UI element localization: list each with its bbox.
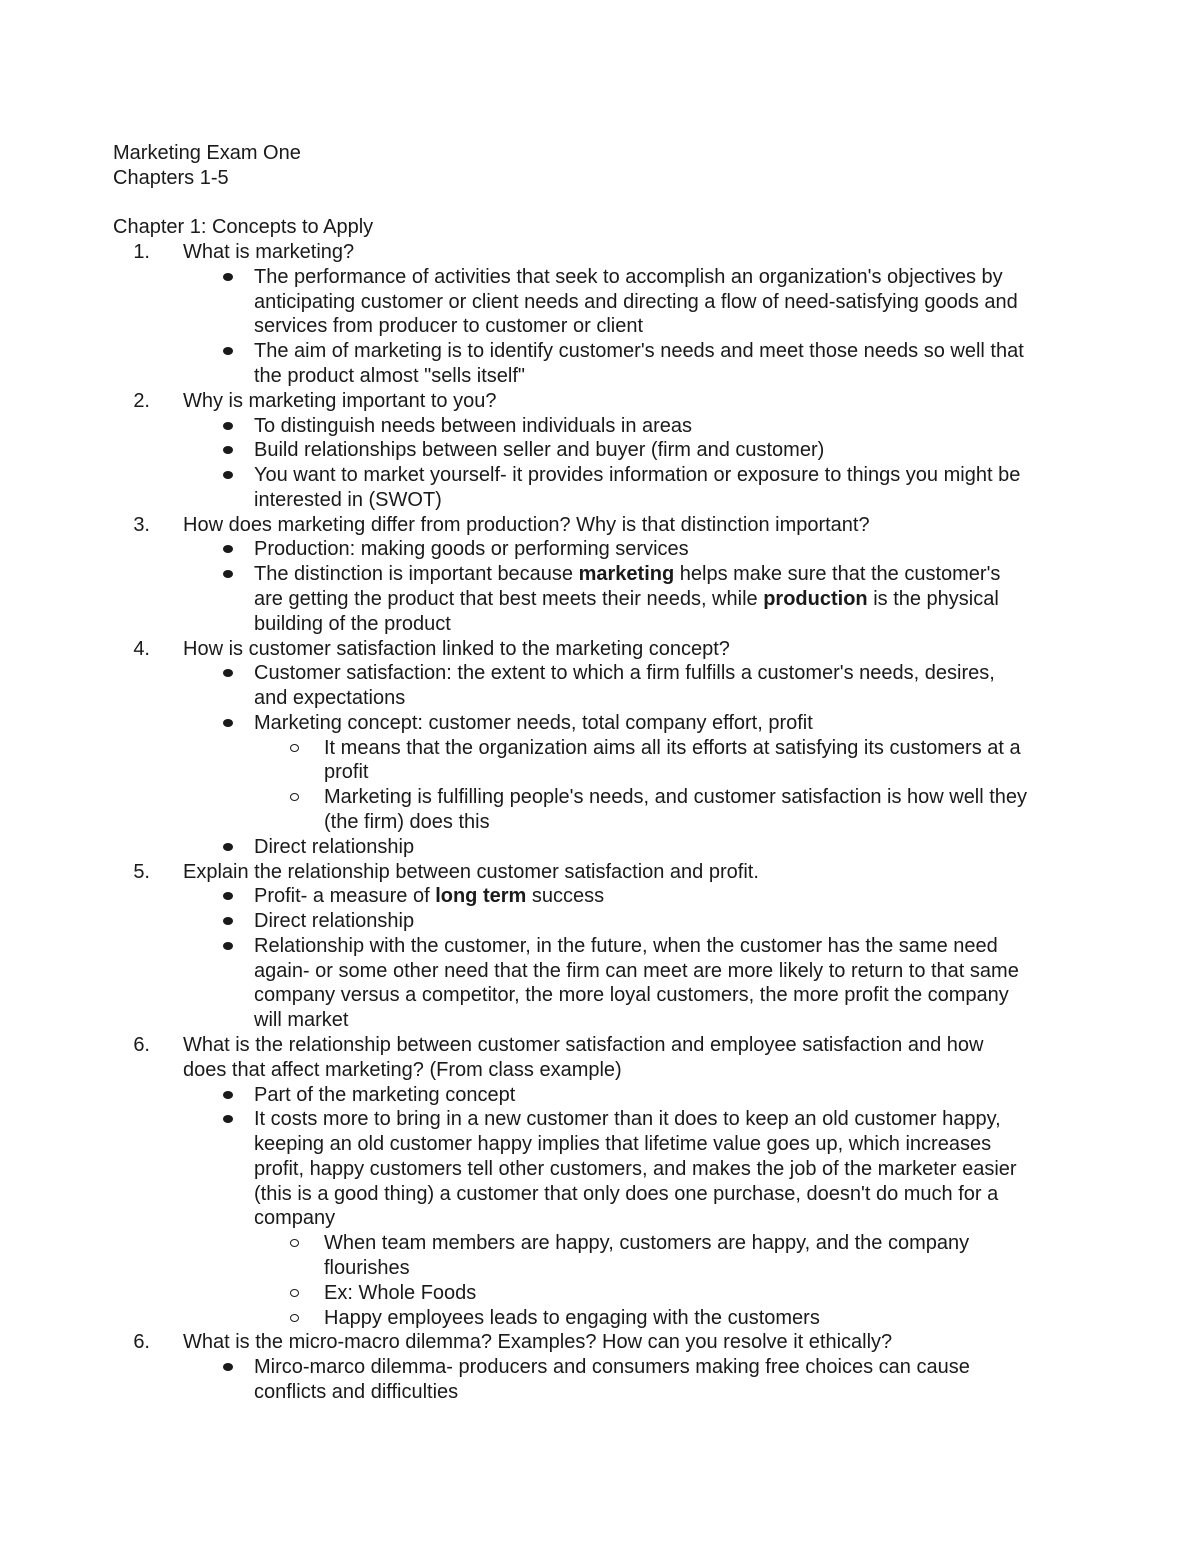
bullet-dot-icon <box>223 545 233 553</box>
bullet-continuation <box>0 983 1200 1008</box>
bullet-continuation <box>0 364 1200 389</box>
line-text: You want to market yourself- it provides information or exposure to things you might be <box>254 464 1021 486</box>
line-text: Production: making goods or performing services <box>254 538 689 561</box>
question-number: 5. <box>133 860 150 883</box>
line-text: conflicts and difficulties <box>254 1380 459 1403</box>
line-text: It costs more to bring in a new customer than it does to keep an old customer happy, <box>254 1108 1001 1131</box>
line-text <box>254 587 999 612</box>
line-text: (the firm) does this <box>324 810 490 833</box>
bullet-continuation <box>0 959 1200 984</box>
bullet-dot-icon <box>223 446 233 454</box>
line-text: again- or some other need that the firm can meet are more likely to return to that same <box>254 959 1019 982</box>
question-line <box>0 240 1200 265</box>
question-line <box>0 860 1200 885</box>
line-text: services from producer to customer or client <box>254 315 644 338</box>
bullet-item <box>0 1083 1200 1108</box>
line-text: building of the product <box>254 612 451 635</box>
sub-bullet-continuation <box>0 760 1200 785</box>
bullet-dot-icon <box>223 719 233 727</box>
line-text: Happy employees leads to engaging with the customers <box>324 1306 820 1329</box>
question-line <box>0 513 1200 538</box>
bullet-item <box>0 265 1200 290</box>
bullet-continuation <box>0 587 1200 612</box>
line-text: Ex: Whole Foods <box>324 1281 477 1304</box>
bullet-dot-icon <box>223 843 233 851</box>
question-number: 2. <box>133 389 150 412</box>
line-text: will market <box>254 1009 349 1032</box>
bullet-continuation <box>0 1206 1200 1231</box>
sub-bullet-item <box>0 1306 1200 1331</box>
hollow-bullet-icon <box>290 793 299 801</box>
line-text: Marketing is fulfilling people's needs, and customer satisfaction is how well they <box>324 786 1028 809</box>
section-heading: Chapter 1: Concepts to Apply <box>113 216 374 238</box>
line-text: Direct relationship <box>254 835 415 858</box>
line-text: What is the relationship between customer satisfaction and employee satisfaction and how <box>183 1034 984 1056</box>
question-line <box>0 1330 1200 1355</box>
sub-bullet-item <box>0 1231 1200 1256</box>
line-text: Customer satisfaction: the extent to which a firm fulfills a customer's needs, desires, <box>254 662 995 685</box>
bullet-item <box>0 1107 1200 1132</box>
document-subtitle: Chapters 1-5 <box>113 167 229 189</box>
sub-bullet-continuation <box>0 1256 1200 1281</box>
line-text: does that affect marketing? (From class example) <box>183 1058 622 1081</box>
sub-bullet-item <box>0 736 1200 761</box>
text-run: Profit- a measure of <box>254 885 436 908</box>
bullet-dot-icon <box>223 422 233 430</box>
bullet-item <box>0 1355 1200 1380</box>
line-text: To distinguish needs between individuals in areas <box>254 414 693 437</box>
bullet-continuation <box>0 1157 1200 1182</box>
question-line <box>0 637 1200 662</box>
line-text: anticipating customer or client needs and directing a flow of need-satisfying goods and <box>254 290 1018 313</box>
sub-bullet-item <box>0 785 1200 810</box>
hollow-bullet-icon <box>290 744 299 752</box>
text-run: The distinction is important because <box>254 563 579 586</box>
line-text <box>254 884 604 909</box>
line-text: flourishes <box>324 1257 410 1279</box>
line-text: The aim of marketing is to identify customer's needs and meet those needs so well that <box>254 340 1024 363</box>
bullet-item <box>0 537 1200 562</box>
line-text: When team members are happy, customers are happy, and the company <box>324 1232 970 1255</box>
line-text: keeping an old customer happy implies that lifetime value goes up, which increases <box>254 1133 992 1156</box>
bullet-dot-icon <box>223 1363 233 1371</box>
line-text: profit <box>324 761 369 784</box>
line-text: Direct relationship <box>254 910 415 933</box>
sub-bullet-continuation <box>0 810 1200 835</box>
text-run: helps make sure that the customer's <box>674 563 1001 586</box>
bullet-dot-icon <box>223 892 233 900</box>
bullet-item <box>0 562 1200 587</box>
line-text: the product almost "sells itself" <box>254 364 525 387</box>
bold-term: long term <box>435 885 527 908</box>
document-title: Marketing Exam One <box>113 142 301 164</box>
hollow-bullet-icon <box>290 1289 299 1297</box>
bullet-dot-icon <box>223 570 233 578</box>
bullet-item <box>0 339 1200 364</box>
question-line <box>0 1033 1200 1058</box>
sub-bullet-item <box>0 1281 1200 1306</box>
bullet-dot-icon <box>223 917 233 925</box>
line-text: Mirco-marco dilemma- producers and consumers making free choices can cause <box>254 1356 970 1379</box>
line-text: The performance of activities that seek to accomplish an organization's objectives by <box>254 265 1003 288</box>
line-text: profit, happy customers tell other customers, and makes the job of the marketer easier <box>254 1157 1017 1180</box>
bullet-continuation <box>0 1132 1200 1157</box>
line-text: Why is marketing important to you? <box>183 389 497 412</box>
hollow-bullet-icon <box>290 1239 299 1247</box>
line-text: Build relationships between seller and buyer (firm and customer) <box>254 439 825 462</box>
bullet-continuation <box>0 314 1200 339</box>
bullet-continuation <box>0 290 1200 315</box>
text-run: is the physical <box>867 587 999 610</box>
text-run: are getting the product that best meets their needs, while <box>254 587 764 610</box>
bold-term: marketing <box>578 563 675 586</box>
question-number: 6. <box>133 1034 150 1056</box>
bullet-item <box>0 438 1200 463</box>
bullet-item <box>0 661 1200 686</box>
bullet-dot-icon <box>223 347 233 355</box>
bullet-dot-icon <box>223 471 233 479</box>
document-subtitle-line <box>0 166 1200 191</box>
bullet-dot-icon <box>223 942 233 950</box>
line-text: (this is a good thing) a customer that only does one purchase, doesn't do much for a <box>254 1182 999 1205</box>
question-number: 6. <box>133 1331 150 1354</box>
line-text: What is the micro-macro dilemma? Examples? How can you resolve it ethically? <box>183 1331 893 1354</box>
line-text: How is customer satisfaction linked to the marketing concept? <box>183 637 730 660</box>
bullet-continuation <box>0 612 1200 637</box>
text-run: success <box>526 885 605 908</box>
line-text: Relationship with the customer, in the future, when the customer has the same need <box>254 934 998 957</box>
bullet-item <box>0 463 1200 488</box>
bullet-continuation <box>0 1182 1200 1207</box>
question-continuation <box>0 1058 1200 1083</box>
bullet-continuation <box>0 1008 1200 1033</box>
bullet-continuation <box>0 686 1200 711</box>
question-line <box>0 389 1200 414</box>
bold-term: production <box>763 587 868 610</box>
question-number: 3. <box>133 513 150 536</box>
bullet-item <box>0 835 1200 860</box>
hollow-bullet-icon <box>290 1314 299 1322</box>
bullet-dot-icon <box>223 669 233 677</box>
line-text: Marketing concept: customer needs, total company effort, profit <box>254 711 813 734</box>
line-text: Explain the relationship between customer satisfaction and profit. <box>183 860 759 883</box>
bullet-continuation <box>0 488 1200 513</box>
line-text <box>254 562 1000 587</box>
bullet-item <box>0 934 1200 959</box>
question-number: 4. <box>133 637 150 660</box>
section-heading-line <box>0 215 1200 240</box>
bullet-continuation <box>0 1380 1200 1405</box>
bullet-dot-icon <box>223 1091 233 1099</box>
line-text: How does marketing differ from production? Why is that distinction important? <box>183 513 870 536</box>
bullet-item <box>0 884 1200 909</box>
line-text: What is marketing? <box>183 241 355 263</box>
bullet-dot-icon <box>223 273 233 281</box>
bullet-item <box>0 414 1200 439</box>
bullet-dot-icon <box>223 1115 233 1123</box>
line-text: and expectations <box>254 687 406 709</box>
bullet-item <box>0 711 1200 736</box>
line-text: company versus a competitor, the more loyal customers, the more profit the company <box>254 984 1009 1007</box>
document-title-line <box>0 141 1200 166</box>
bullet-item <box>0 909 1200 934</box>
line-text: Part of the marketing concept <box>254 1083 516 1106</box>
line-text: company <box>254 1207 336 1230</box>
line-text: It means that the organization aims all its efforts at satisfying its customers at a <box>324 736 1021 759</box>
line-text: interested in (SWOT) <box>254 488 442 511</box>
question-number: 1. <box>133 241 150 263</box>
